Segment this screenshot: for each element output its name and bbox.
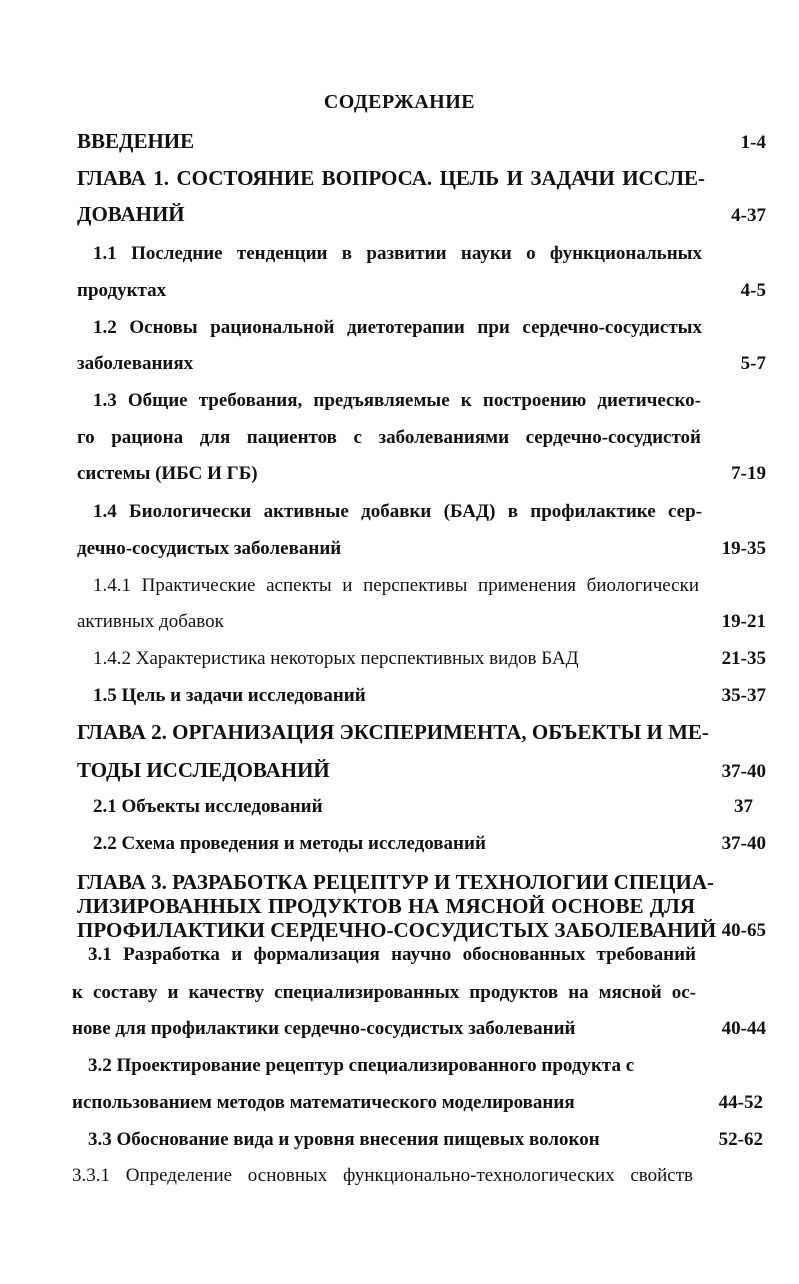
- toc-s2-1-pages: 37: [734, 796, 753, 817]
- toc-s3-3-label: 3.3 Обоснование вида и уровня внесения пищевых волокон: [88, 1129, 600, 1150]
- toc-ch3-line3: ПРОФИЛАКТИКИ СЕРДЕЧНО-СОСУДИСТЫХ ЗАБОЛЕВАНИЙ: [77, 918, 717, 942]
- toc-ch2-pages: 37-40: [721, 761, 766, 782]
- toc-intro-pages: 1-4: [740, 132, 766, 153]
- toc-intro-label: ВВЕДЕНИЕ: [77, 129, 195, 153]
- toc-s1-1-pages: 4-5: [740, 280, 766, 301]
- toc-s2-1-label: 2.1 Объекты исследований: [93, 796, 323, 817]
- toc-s3-3-pages: 52-62: [718, 1129, 763, 1150]
- toc-s3-2-line1: 3.2 Проектирование рецептур специализированного продукта с: [88, 1055, 635, 1076]
- toc-ch3-pages: 40-65: [721, 920, 766, 941]
- toc-s2-2-pages: 37-40: [721, 833, 766, 854]
- toc-s1-3-line2: го рациона для пациентов с заболеваниями сердечно-сосудистой: [77, 427, 701, 448]
- toc-s1-5-label: 1.5 Цель и задачи исследований: [93, 685, 366, 706]
- toc-s1-2-line2: заболеваниях: [77, 353, 194, 374]
- toc-s3-3-1-label: 3.3.1 Определение основных функционально-технологических свойств: [72, 1165, 693, 1186]
- toc-s3-1-line1: 3.1 Разработка и формализация научно обоснованных требований: [88, 944, 696, 965]
- toc-s1-2-line1: 1.2 Основы рациональной диетотерапии при сердечно-сосудистых: [93, 317, 702, 338]
- toc-ch2-line1: ГЛАВА 2. ОРГАНИЗАЦИЯ ЭКСПЕРИМЕНТА, ОБЪЕКТЫ И МЕ-: [77, 720, 709, 744]
- toc-s1-1-line1: 1.1 Последние тенденции в развитии науки о функциональных: [93, 243, 702, 264]
- toc-s1-3-pages: 7-19: [731, 463, 766, 484]
- toc-s3-1-pages: 40-44: [721, 1018, 766, 1039]
- toc-s1-4-1-line2: активных добавок: [77, 611, 224, 632]
- toc-ch1-pages: 4-37: [731, 205, 766, 226]
- toc-s1-3-line3: системы (ИБС И ГБ): [77, 463, 258, 484]
- toc-s1-2-pages: 5-7: [740, 353, 766, 374]
- toc-s1-4-1-line1: 1.4.1 Практические аспекты и перспективы применения биологически: [93, 575, 699, 596]
- page-title: СОДЕРЖАНИЕ: [323, 91, 476, 113]
- toc-s1-4-pages: 19-35: [721, 538, 766, 559]
- toc-s1-4-2-pages: 21-35: [721, 648, 766, 669]
- toc-s1-3-line1: 1.3 Общие требования, предъявляемые к построению диетическо-: [93, 390, 701, 411]
- toc-s3-1-line2: к составу и качеству специализированных продуктов на мясной ос-: [72, 982, 696, 1003]
- toc-s1-4-2-label: 1.4.2 Характеристика некоторых перспективных видов БАД: [93, 648, 579, 669]
- toc-ch1-line2: ДОВАНИЙ: [77, 202, 185, 226]
- toc-s1-4-line1: 1.4 Биологически активные добавки (БАД) в профилактике сер-: [93, 501, 702, 522]
- toc-s1-1-line2: продуктах: [77, 280, 167, 301]
- toc-s3-1-line3: нове для профилактики сердечно-сосудистых заболеваний: [72, 1018, 576, 1039]
- toc-s1-5-pages: 35-37: [721, 685, 766, 706]
- toc-ch3-line1: ГЛАВА 3. РАЗРАБОТКА РЕЦЕПТУР И ТЕХНОЛОГИИ СПЕЦИА-: [77, 870, 714, 894]
- toc-s3-2-pages: 44-52: [718, 1092, 763, 1113]
- toc-s3-2-line2: использованием методов математического моделирования: [72, 1092, 575, 1113]
- toc-ch1-line1: ГЛАВА 1. СОСТОЯНИЕ ВОПРОСА. ЦЕЛЬ И ЗАДАЧИ ИССЛЕ-: [77, 166, 705, 190]
- toc-ch2-line2: ТОДЫ ИССЛЕДОВАНИЙ: [77, 758, 330, 782]
- toc-s2-2-label: 2.2 Схема проведения и методы исследований: [93, 833, 486, 854]
- toc-s1-4-1-pages: 19-21: [721, 611, 766, 632]
- toc-s1-4-line2: дечно-сосудистых заболеваний: [77, 538, 342, 559]
- toc-ch3-line2: ЛИЗИРОВАННЫХ ПРОДУКТОВ НА МЯСНОЙ ОСНОВЕ ДЛЯ: [77, 894, 695, 918]
